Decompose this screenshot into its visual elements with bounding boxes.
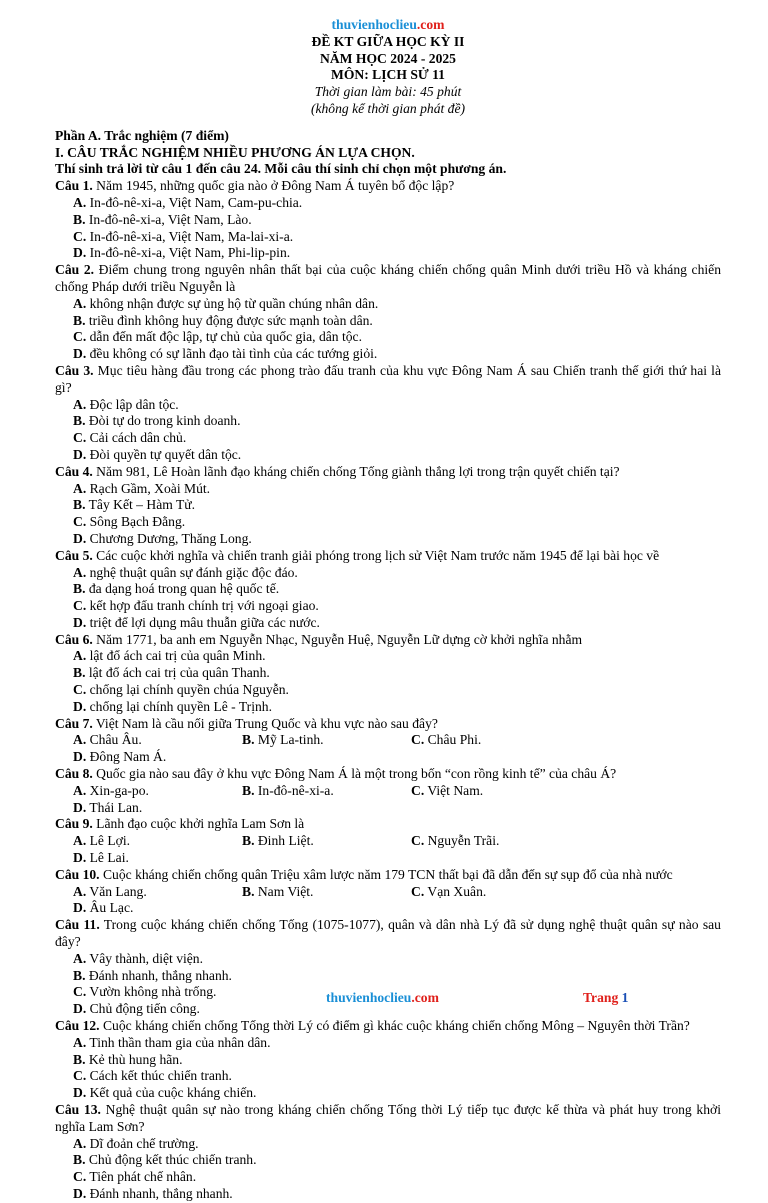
option-text: Đinh Liệt. xyxy=(254,833,314,849)
answer-options xyxy=(55,397,721,464)
option-text: chống lại chính quyền Lê - Trịnh. xyxy=(86,698,272,714)
site-link[interactable] xyxy=(55,17,721,34)
question-number: Câu 7. xyxy=(55,715,93,731)
question xyxy=(55,548,721,632)
option-text: In-đô-nê-xi-a. xyxy=(254,782,334,798)
option-letter: D. xyxy=(73,799,87,815)
option-text: Châu Âu. xyxy=(86,732,142,748)
option-text: triệt để lợi dụng mâu thuẫn giữa các nước. xyxy=(86,614,320,630)
answer-option[interactable] xyxy=(242,732,411,749)
option-letter: B. xyxy=(73,581,86,597)
answer-option[interactable] xyxy=(73,598,411,615)
site-name: thuvienhoclieu xyxy=(331,17,417,32)
option-letter: C. xyxy=(73,1068,87,1084)
option-letter: C. xyxy=(411,732,425,748)
option-text: Kẻ thù hung hãn. xyxy=(85,1051,183,1067)
option-letter: B. xyxy=(242,833,255,849)
option-letter: A. xyxy=(73,883,87,899)
option-text: lật đổ ách cai trị của quân Minh. xyxy=(86,648,266,664)
answer-option[interactable] xyxy=(73,229,411,246)
answer-option[interactable] xyxy=(73,1152,411,1169)
exam-title: ĐỀ KT GIỮA HỌC KỲ II xyxy=(311,33,465,49)
option-letter: C. xyxy=(73,598,87,614)
option-letter: C. xyxy=(73,984,87,1000)
answer-option[interactable] xyxy=(73,968,411,985)
question-text: Việt Nam là cầu nối giữa Trung Quốc và khu vực nào sau đây? xyxy=(92,715,438,731)
option-letter: A. xyxy=(73,732,87,748)
question-text: Cuộc kháng chiến chống quân Triệu xâm lược năm 179 TCN thất bại đã dẫn đến sự sụp đổ của nhà nước xyxy=(99,866,673,882)
option-text: Chủ động kết thúc chiến tranh. xyxy=(85,1152,257,1168)
answer-option[interactable] xyxy=(73,665,411,682)
option-letter: D. xyxy=(73,346,87,362)
option-text: Đòi tự do trong kinh doanh. xyxy=(85,413,241,429)
answer-option[interactable] xyxy=(73,581,411,598)
answer-option[interactable] xyxy=(73,732,242,749)
option-letter: A. xyxy=(73,833,87,849)
question-stem xyxy=(55,548,721,565)
option-text: Âu Lạc. xyxy=(86,900,134,916)
option-text: Vây thành, diệt viện. xyxy=(86,950,204,966)
page-number xyxy=(583,990,628,1007)
option-text: đa dạng hoá trong quan hệ quốc tế. xyxy=(85,581,280,597)
answer-option[interactable] xyxy=(73,800,242,817)
option-letter: D. xyxy=(73,530,87,546)
option-letter: B. xyxy=(73,1152,86,1168)
option-letter: A. xyxy=(73,396,87,412)
question-number: Câu 13. xyxy=(55,1102,101,1117)
option-text: không nhận được sự ủng hộ từ quần chúng nhân dân. xyxy=(86,295,379,311)
question-stem xyxy=(55,262,721,296)
answer-option[interactable] xyxy=(242,833,411,850)
option-letter: B. xyxy=(73,967,86,983)
option-text: Chủ động tiến công. xyxy=(86,1001,200,1017)
option-letter: C. xyxy=(73,682,87,698)
question-number: Câu 3. xyxy=(55,362,94,378)
option-text: Cải cách dân chủ. xyxy=(86,430,187,446)
answer-option[interactable] xyxy=(73,430,411,447)
page-num: 1 xyxy=(621,990,629,1005)
option-text: triều đình không huy động được sức mạnh toàn dân. xyxy=(85,312,373,328)
answer-option[interactable] xyxy=(411,884,580,901)
answer-option[interactable] xyxy=(73,833,242,850)
option-letter: A. xyxy=(73,480,87,496)
answer-option[interactable] xyxy=(73,329,721,346)
question xyxy=(55,363,721,464)
answer-options xyxy=(55,565,721,632)
question xyxy=(55,816,721,866)
question xyxy=(55,632,721,716)
answer-option[interactable] xyxy=(73,1068,411,1085)
answer-option[interactable] xyxy=(73,1035,411,1052)
option-letter: D. xyxy=(73,614,87,630)
option-letter: D. xyxy=(73,749,87,765)
option-letter: A. xyxy=(73,1135,87,1151)
option-letter: B. xyxy=(73,1051,86,1067)
question-text: Năm 1771, ba anh em Nguyễn Nhạc, Nguyễn Huệ, Nguyễn Lữ dựng cờ khởi nghĩa nhằm xyxy=(92,631,583,647)
option-letter: B. xyxy=(73,211,86,227)
option-text: Đông Nam Á. xyxy=(86,749,167,765)
option-letter: D. xyxy=(73,900,87,916)
option-text: Nam Việt. xyxy=(254,883,314,899)
option-letter: A. xyxy=(73,194,87,210)
answer-option[interactable] xyxy=(73,615,411,632)
question-stem xyxy=(55,716,721,733)
answer-option[interactable] xyxy=(73,850,242,867)
question-text: Các cuộc khởi nghĩa và chiến tranh giải phóng trong lịch sử Việt Nam trước năm 1945 để lại bài học về xyxy=(92,547,660,563)
option-letter: A. xyxy=(73,950,87,966)
answer-option[interactable] xyxy=(73,531,411,548)
answer-options xyxy=(55,833,721,867)
answer-options xyxy=(55,783,721,817)
option-letter: B. xyxy=(73,312,86,328)
option-text: Sông Bạch Đằng. xyxy=(86,514,186,530)
option-letter: C. xyxy=(411,782,425,798)
instruction: Thí sinh trả lời từ câu 1 đến câu 24. Mỗi câu thí sinh chỉ chọn một phương án. xyxy=(55,161,507,177)
question-number: Câu 6. xyxy=(55,631,93,647)
option-text: In-đô-nê-xi-a, Việt Nam, Ma-lai-xi-a. xyxy=(86,228,294,244)
option-text: In-đô-nê-xi-a, Việt Nam, Lào. xyxy=(85,211,252,227)
option-text: chống lại chính quyền chúa Nguyễn. xyxy=(86,682,289,698)
answer-options xyxy=(55,951,721,1018)
question xyxy=(55,178,721,262)
answer-option[interactable] xyxy=(73,648,411,665)
question xyxy=(55,716,721,766)
option-letter: D. xyxy=(73,698,87,714)
option-text: Tinh thần tham gia của nhân dân. xyxy=(86,1034,271,1050)
option-letter: C. xyxy=(73,228,87,244)
answer-options xyxy=(55,648,721,715)
answer-options xyxy=(55,481,721,548)
question xyxy=(55,867,721,917)
option-letter: C. xyxy=(411,833,425,849)
option-text: Văn Lang. xyxy=(86,883,147,899)
option-text: Chương Dương, Thăng Long. xyxy=(86,530,252,546)
answer-option[interactable] xyxy=(73,1186,411,1203)
option-text: In-đô-nê-xi-a, Việt Nam, Phi-lip-pin. xyxy=(86,245,291,261)
option-text: Châu Phi. xyxy=(424,732,482,748)
answer-options xyxy=(55,1035,721,1102)
answer-option[interactable] xyxy=(73,749,242,766)
school-year: NĂM HỌC 2024 - 2025 xyxy=(320,50,456,66)
option-letter: D. xyxy=(73,446,87,462)
answer-options xyxy=(55,884,721,918)
option-text: Đòi quyền tự quyết dân tộc. xyxy=(86,446,242,462)
question xyxy=(55,766,721,816)
answer-option[interactable] xyxy=(73,951,411,968)
option-text: dẫn đến mất độc lập, tự chủ của quốc gia, dân tộc. xyxy=(86,329,362,345)
answer-option[interactable] xyxy=(73,884,242,901)
option-letter: B. xyxy=(73,413,86,429)
footer-site-domain: .com xyxy=(411,990,439,1005)
question-text: Năm 981, Lê Hoàn lãnh đạo kháng chiến chống Tống giành thắng lợi trong trận quyết chiến tại? xyxy=(92,463,620,479)
answer-option[interactable] xyxy=(73,313,721,330)
answer-option[interactable] xyxy=(411,732,580,749)
answer-option[interactable] xyxy=(73,296,721,313)
option-text: Dĩ đoản chế trường. xyxy=(86,1135,199,1151)
footer-site-link[interactable] xyxy=(326,990,439,1007)
question-number: Câu 5. xyxy=(55,547,93,563)
question-stem xyxy=(55,816,721,833)
option-letter: A. xyxy=(73,1034,87,1050)
option-text: Nguyễn Trãi. xyxy=(424,833,500,849)
answer-option[interactable] xyxy=(73,346,721,363)
question-text: Trong cuộc kháng chiến chống Tống (1075-1077), quân và dân nhà Lý đã sử dụng nghệ thuật quân sự nào sau đây? xyxy=(55,917,721,950)
question-number: Câu 4. xyxy=(55,463,93,479)
option-text: nghệ thuật quân sự đánh giặc độc đáo. xyxy=(86,564,298,580)
option-letter: B. xyxy=(73,665,86,681)
option-letter: C. xyxy=(411,883,425,899)
option-letter: D. xyxy=(73,1185,87,1201)
answer-option[interactable] xyxy=(242,884,411,901)
option-letter: D. xyxy=(73,850,87,866)
answer-option[interactable] xyxy=(73,900,242,917)
option-text: Kết quả của cuộc kháng chiến. xyxy=(86,1085,257,1101)
answer-option[interactable] xyxy=(242,783,411,800)
option-text: Lê Lai. xyxy=(86,850,129,866)
question xyxy=(55,1018,721,1102)
question xyxy=(55,464,721,548)
question-stem xyxy=(55,1102,721,1136)
answer-option[interactable] xyxy=(73,481,411,498)
answer-option[interactable] xyxy=(411,783,580,800)
section-heading: I. CÂU TRẮC NGHIỆM NHIỀU PHƯƠNG ÁN LỰA CHỌN. xyxy=(55,144,415,160)
question-text: Cuộc kháng chiến chống Tống thời Lý có điểm gì khác cuộc kháng chiến chống Mông – Nguyên thời Trần? xyxy=(99,1018,690,1034)
answer-options xyxy=(55,1136,721,1203)
question-text: Điểm chung trong nguyên nhân thất bại của cuộc kháng chiến chống quân Minh dưới triều Hồ và kháng chiến chống Pháp dưới triều Nguyễn là xyxy=(55,262,721,294)
question-number: Câu 2. xyxy=(55,262,95,278)
option-text: Việt Nam. xyxy=(424,782,484,798)
question-stem xyxy=(55,867,721,884)
option-text: Rạch Gầm, Xoài Mút. xyxy=(86,480,211,496)
option-text: Xin-ga-po. xyxy=(86,782,149,798)
answer-option[interactable] xyxy=(73,1052,411,1069)
page-label: Trang xyxy=(583,990,622,1005)
answer-option[interactable] xyxy=(73,783,242,800)
time-note: (không kể thời gian phát đề) xyxy=(310,100,466,116)
option-text: Cách kết thúc chiến tranh. xyxy=(86,1068,232,1084)
question xyxy=(55,1102,721,1203)
option-text: Tây Kết – Hàm Tử. xyxy=(85,497,196,513)
option-letter: D. xyxy=(73,245,87,261)
answer-option[interactable] xyxy=(73,1136,411,1153)
option-text: Đánh nhanh, thắng nhanh. xyxy=(85,967,232,983)
question-stem xyxy=(55,917,721,951)
question-number: Câu 8. xyxy=(55,766,93,782)
question-stem xyxy=(55,766,721,783)
answer-options xyxy=(55,296,721,363)
question xyxy=(55,262,721,363)
question-number: Câu 11. xyxy=(55,917,100,933)
site-domain: .com xyxy=(416,17,445,32)
answer-option[interactable] xyxy=(73,699,411,716)
question-number: Câu 9. xyxy=(55,816,93,832)
option-letter: D. xyxy=(73,1085,87,1101)
footer-site-name: thuvienhoclieu xyxy=(326,990,412,1005)
answer-option[interactable] xyxy=(73,413,411,430)
question-stem xyxy=(55,1018,721,1035)
option-text: đều không có sự lãnh đạo tài tình của các tướng giỏi. xyxy=(86,346,378,362)
option-text: Lê Lợi. xyxy=(86,833,131,849)
answer-options xyxy=(55,195,721,262)
option-letter: D. xyxy=(73,1001,87,1017)
option-text: Tiên phát chế nhân. xyxy=(86,1169,197,1185)
time-limit: Thời gian làm bài: 45 phút xyxy=(314,84,462,100)
answer-option[interactable] xyxy=(73,397,411,414)
question-text: Quốc gia nào sau đây ở khu vực Đông Nam Á là một trong bốn “con rồng kinh tế” của châu Á? xyxy=(92,766,617,782)
option-letter: C. xyxy=(73,329,87,345)
question-stem xyxy=(55,178,721,195)
question-number: Câu 1. xyxy=(55,178,93,194)
option-text: Độc lập dân tộc. xyxy=(86,396,179,412)
option-letter: A. xyxy=(73,564,87,580)
option-text: Thái Lan. xyxy=(86,799,143,815)
option-letter: B. xyxy=(73,497,86,513)
answer-option[interactable] xyxy=(73,514,411,531)
answer-option[interactable] xyxy=(73,245,411,262)
question-stem xyxy=(55,464,721,481)
answer-option[interactable] xyxy=(73,1085,411,1102)
option-text: kết hợp đấu tranh chính trị với ngoại giao. xyxy=(86,598,319,614)
option-letter: B. xyxy=(242,883,255,899)
question-stem xyxy=(55,363,721,397)
question-number: Câu 10. xyxy=(55,866,100,882)
option-text: Đánh nhanh, thắng nhanh. xyxy=(86,1185,233,1201)
question-number: Câu 12. xyxy=(55,1018,100,1034)
question-list xyxy=(55,178,721,1203)
subject: MÔN: LỊCH SỬ 11 xyxy=(331,67,445,83)
question-text: Năm 1945, những quốc gia nào ở Đông Nam Á tuyên bố độc lập? xyxy=(92,178,455,194)
answer-option[interactable] xyxy=(73,565,411,582)
answer-option[interactable] xyxy=(73,212,411,229)
option-text: Vạn Xuân. xyxy=(424,883,487,899)
answer-options xyxy=(55,732,721,766)
option-letter: A. xyxy=(73,782,87,798)
option-letter: C. xyxy=(73,430,87,446)
answer-option[interactable] xyxy=(73,447,411,464)
exam-page xyxy=(55,17,721,1203)
option-letter: C. xyxy=(73,1169,87,1185)
answer-option[interactable] xyxy=(73,682,411,699)
option-text: In-đô-nê-xi-a, Việt Nam, Cam-pu-chia. xyxy=(86,194,303,210)
option-letter: A. xyxy=(73,648,87,664)
question-text: Mục tiêu hàng đầu trong các phong trào đấu tranh của khu vực Đông Nam Á sau Chiến tranh thế giới thứ hai là gì? xyxy=(55,362,721,395)
option-text: Mỹ La-tinh. xyxy=(254,732,324,748)
option-letter: C. xyxy=(73,514,87,530)
option-text: Vườn không nhà trống. xyxy=(86,984,217,1000)
answer-option[interactable] xyxy=(411,833,580,850)
option-letter: B. xyxy=(242,782,255,798)
question-stem xyxy=(55,632,721,649)
question-text: Lãnh đạo cuộc khởi nghĩa Lam Sơn là xyxy=(92,816,305,832)
answer-option[interactable] xyxy=(73,497,411,514)
option-letter: B. xyxy=(242,732,255,748)
answer-option[interactable] xyxy=(73,195,411,212)
part-title: Phần A. Trắc nghiệm (7 điểm) xyxy=(55,127,229,143)
question-text: Nghệ thuật quân sự nào trong kháng chiến chống Tống thời Lý tiếp tục được kế thừa và phát huy trong khởi nghĩa Lam Sơn? xyxy=(55,1102,721,1134)
answer-option[interactable] xyxy=(73,1169,411,1186)
option-letter: A. xyxy=(73,295,87,311)
option-text: lật đổ ách cai trị của quân Thanh. xyxy=(85,665,270,681)
